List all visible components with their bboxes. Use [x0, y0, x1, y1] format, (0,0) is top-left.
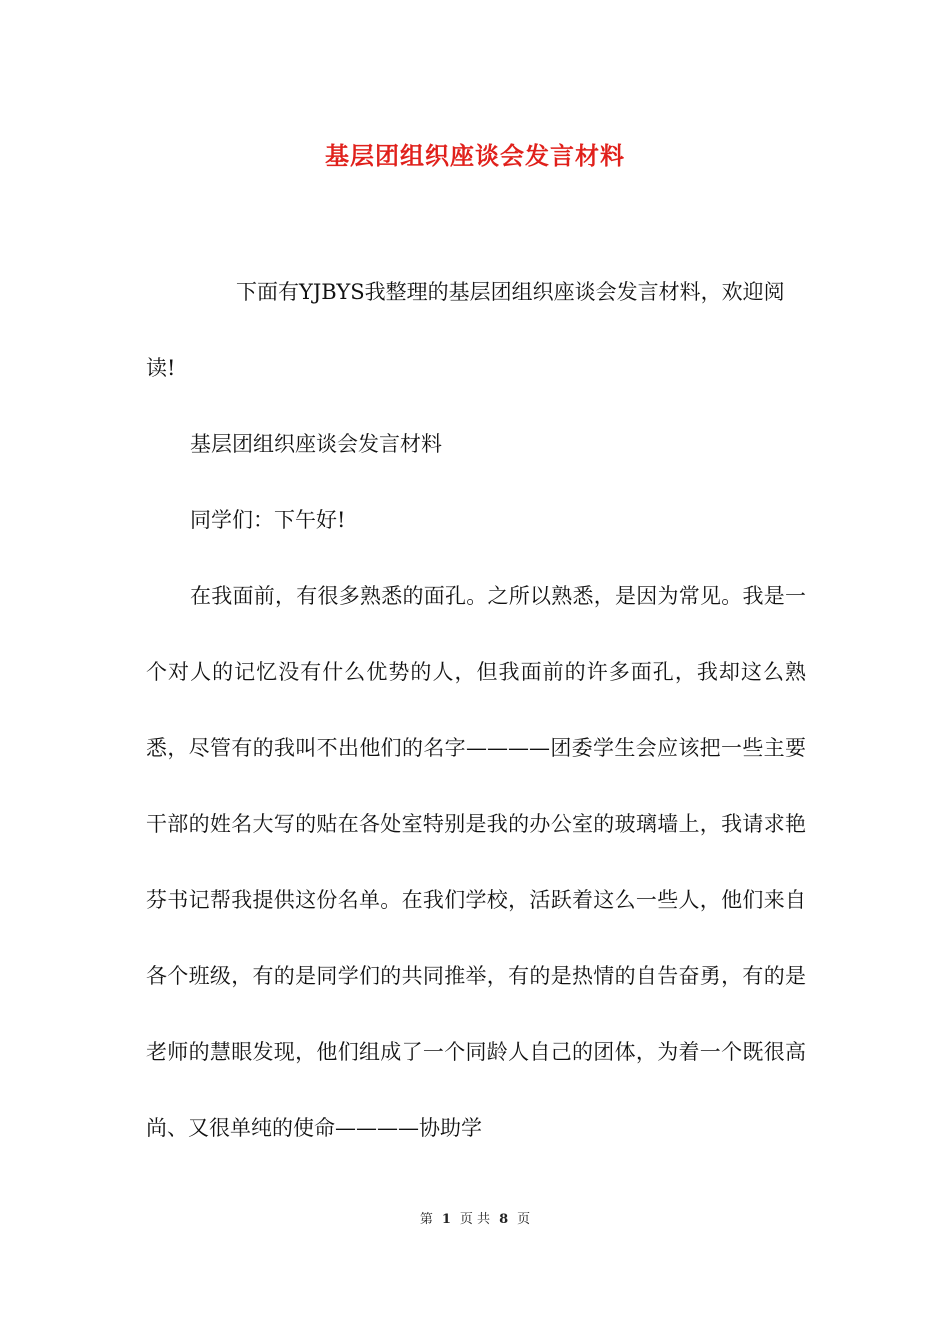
- intro-paragraph: 下面有YJBYS我整理的基层团组织座谈会发言材料，欢迎阅读!: [146, 280, 785, 380]
- footer-mid: 页 共: [459, 1212, 491, 1227]
- document-title: 基层团组织座谈会发言材料: [325, 141, 625, 170]
- body-paragraph: 在我面前，有很多熟悉的面孔。之所以熟悉，是因为常见。我是一个对人的记忆没有什么优势的人，但我面前的许多面孔，我却这么熟悉，尽管有的我叫不出他们的名字————团委学生会应该把一些主要干部的姓名大写的贴在各处室特别是我的办公室的玻璃墙上，我请求艳芬书记帮我提供这份名单。在我们学校，活跃着这么一些人，他们来自各个班级，有的是同学们的共同推举，有的是热情的自告奋勇，有的是老师的慧眼发现，他们组成了一个同龄人自己的团体，为着一个既很高尚、又很单纯的使命————协助学: [146, 584, 806, 1140]
- footer-total-pages: 8: [499, 1212, 509, 1227]
- footer-suffix: 页: [517, 1212, 531, 1227]
- page-footer: [0, 1208, 950, 1227]
- subtitle-paragraph: 基层团组织座谈会发言材料: [190, 432, 442, 456]
- footer-prefix: 第: [419, 1212, 433, 1227]
- footer-current-page: 1: [441, 1212, 451, 1227]
- greeting-paragraph: 同学们：下午好!: [190, 508, 346, 532]
